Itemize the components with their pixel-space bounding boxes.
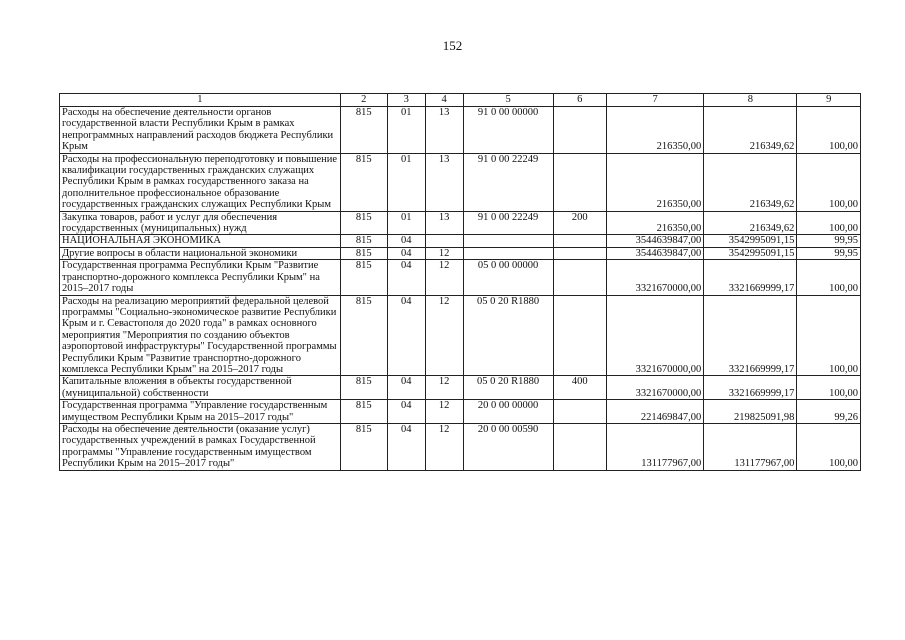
row-percent: 100,00 — [797, 376, 861, 400]
row-expense-type — [553, 235, 606, 247]
row-planned-amount: 3321670000,00 — [606, 295, 703, 376]
row-subsection: 12 — [425, 295, 463, 376]
row-executed-amount: 219825091,98 — [704, 400, 797, 424]
row-subsection — [425, 235, 463, 247]
row-percent: 99,95 — [797, 247, 861, 259]
row-expense-type — [553, 295, 606, 376]
row-percent: 100,00 — [797, 423, 861, 470]
row-target-article: 05 0 20 R1880 — [463, 295, 553, 376]
col-header-9: 9 — [797, 94, 861, 107]
row-name: Расходы на реализацию мероприятий федеральной целевой программы "Социально-экономическое развитие Республики Крым и г. Севастополя до 2020 года" в рамках основного мероприятия "Мероприятия по созданию объектов аэропортовой инфраструктуры" Государственной программы Республики Крым "Развитие транспортно-дорожного комплекса Республики Крым" на 2015–2017 годы — [60, 295, 341, 376]
row-subsection: 13 — [425, 153, 463, 211]
row-subsection: 12 — [425, 400, 463, 424]
row-percent: 100,00 — [797, 107, 861, 154]
row-executed-amount: 3321669999,17 — [704, 376, 797, 400]
row-subsection: 12 — [425, 376, 463, 400]
row-code-ministry: 815 — [340, 260, 387, 295]
row-executed-amount: 216349,62 — [704, 153, 797, 211]
row-executed-amount: 216349,62 — [704, 107, 797, 154]
row-name: Государственная программа "Управление государственным имуществом Республики Крым на 2015–2017 годы" — [60, 400, 341, 424]
col-header-8: 8 — [704, 94, 797, 107]
row-target-article: 91 0 00 22249 — [463, 211, 553, 235]
row-expense-type — [553, 153, 606, 211]
row-section: 01 — [387, 153, 425, 211]
col-header-7: 7 — [606, 94, 703, 107]
row-section: 01 — [387, 211, 425, 235]
col-header-2: 2 — [340, 94, 387, 107]
row-planned-amount: 221469847,00 — [606, 400, 703, 424]
row-percent: 100,00 — [797, 295, 861, 376]
row-target-article — [463, 247, 553, 259]
row-code-ministry: 815 — [340, 235, 387, 247]
row-section: 04 — [387, 400, 425, 424]
row-section: 04 — [387, 376, 425, 400]
row-percent: 100,00 — [797, 260, 861, 295]
row-subsection: 12 — [425, 423, 463, 470]
table-row — [60, 295, 861, 376]
row-percent: 100,00 — [797, 211, 861, 235]
row-percent: 99,26 — [797, 400, 861, 424]
row-expense-type — [553, 423, 606, 470]
row-expense-type: 200 — [553, 211, 606, 235]
row-code-ministry: 815 — [340, 153, 387, 211]
row-planned-amount: 131177967,00 — [606, 423, 703, 470]
row-section: 04 — [387, 235, 425, 247]
col-header-1: 1 — [60, 94, 341, 107]
row-expense-type — [553, 260, 606, 295]
row-executed-amount: 3542995091,15 — [704, 247, 797, 259]
row-name: Закупка товаров, работ и услуг для обеспечения государственных (муниципальных) нужд — [60, 211, 341, 235]
row-section: 04 — [387, 260, 425, 295]
col-header-6: 6 — [553, 94, 606, 107]
row-expense-type — [553, 400, 606, 424]
row-percent: 100,00 — [797, 153, 861, 211]
row-name: Капитальные вложения в объекты государственной (муниципальной) собственности — [60, 376, 341, 400]
row-code-ministry: 815 — [340, 376, 387, 400]
row-code-ministry: 815 — [340, 247, 387, 259]
row-planned-amount: 216350,00 — [606, 107, 703, 154]
row-executed-amount: 3321669999,17 — [704, 295, 797, 376]
budget-table — [59, 93, 861, 471]
row-executed-amount: 3542995091,15 — [704, 235, 797, 247]
table-row — [60, 107, 861, 154]
row-expense-type — [553, 107, 606, 154]
row-target-article: 05 0 20 R1880 — [463, 376, 553, 400]
row-section: 01 — [387, 107, 425, 154]
row-target-article: 91 0 00 22249 — [463, 153, 553, 211]
col-header-3: 3 — [387, 94, 425, 107]
table-row — [60, 235, 861, 247]
row-planned-amount: 3321670000,00 — [606, 376, 703, 400]
row-expense-type: 400 — [553, 376, 606, 400]
row-planned-amount: 3321670000,00 — [606, 260, 703, 295]
row-planned-amount: 216350,00 — [606, 153, 703, 211]
row-target-article — [463, 235, 553, 247]
table-row — [60, 260, 861, 295]
row-section: 04 — [387, 423, 425, 470]
table-row — [60, 423, 861, 470]
table-row — [60, 247, 861, 259]
col-header-5: 5 — [463, 94, 553, 107]
row-subsection: 12 — [425, 260, 463, 295]
row-code-ministry: 815 — [340, 211, 387, 235]
row-executed-amount: 3321669999,17 — [704, 260, 797, 295]
col-header-4: 4 — [425, 94, 463, 107]
row-executed-amount: 131177967,00 — [704, 423, 797, 470]
row-subsection: 13 — [425, 211, 463, 235]
row-code-ministry: 815 — [340, 107, 387, 154]
row-code-ministry: 815 — [340, 423, 387, 470]
row-target-article: 05 0 00 00000 — [463, 260, 553, 295]
row-section: 04 — [387, 247, 425, 259]
row-subsection: 13 — [425, 107, 463, 154]
row-planned-amount: 216350,00 — [606, 211, 703, 235]
table-row — [60, 400, 861, 424]
table-row — [60, 211, 861, 235]
row-target-article: 20 0 00 00590 — [463, 423, 553, 470]
row-percent: 99,95 — [797, 235, 861, 247]
row-section: 04 — [387, 295, 425, 376]
row-code-ministry: 815 — [340, 400, 387, 424]
row-name: Другие вопросы в области национальной экономики — [60, 247, 341, 259]
row-name: Государственная программа Республики Крым "Развитие транспортно-дорожного комплекса Республики Крым" на 2015–2017 годы — [60, 260, 341, 295]
row-planned-amount: 3544639847,00 — [606, 247, 703, 259]
table-row — [60, 153, 861, 211]
row-planned-amount: 3544639847,00 — [606, 235, 703, 247]
row-target-article: 20 0 00 00000 — [463, 400, 553, 424]
page-number: 152 — [442, 38, 463, 53]
row-name: Расходы на обеспечение деятельности органов государственной власти Республики Крым в рамках непрограммных направлений расходов бюджета Республики Крым — [60, 107, 341, 154]
row-name: Расходы на обеспечение деятельности (оказание услуг) государственных учреждений в рамках Государственной программы "Управление государственным имуществом Республики Крым на 2015–2017 годы" — [60, 423, 341, 470]
row-code-ministry: 815 — [340, 295, 387, 376]
header-row — [60, 94, 861, 107]
row-name: Расходы на профессиональную переподготовку и повышение квалификации государственных гражданских служащих Республики Крым в рамках государственного заказа на дополнительное профессиональное образование государственных гражданских служащих Республики Крым — [60, 153, 341, 211]
row-executed-amount: 216349,62 — [704, 211, 797, 235]
table-row — [60, 376, 861, 400]
row-name: НАЦИОНАЛЬНАЯ ЭКОНОМИКА — [60, 235, 341, 247]
row-subsection: 12 — [425, 247, 463, 259]
row-target-article: 91 0 00 00000 — [463, 107, 553, 154]
row-expense-type — [553, 247, 606, 259]
